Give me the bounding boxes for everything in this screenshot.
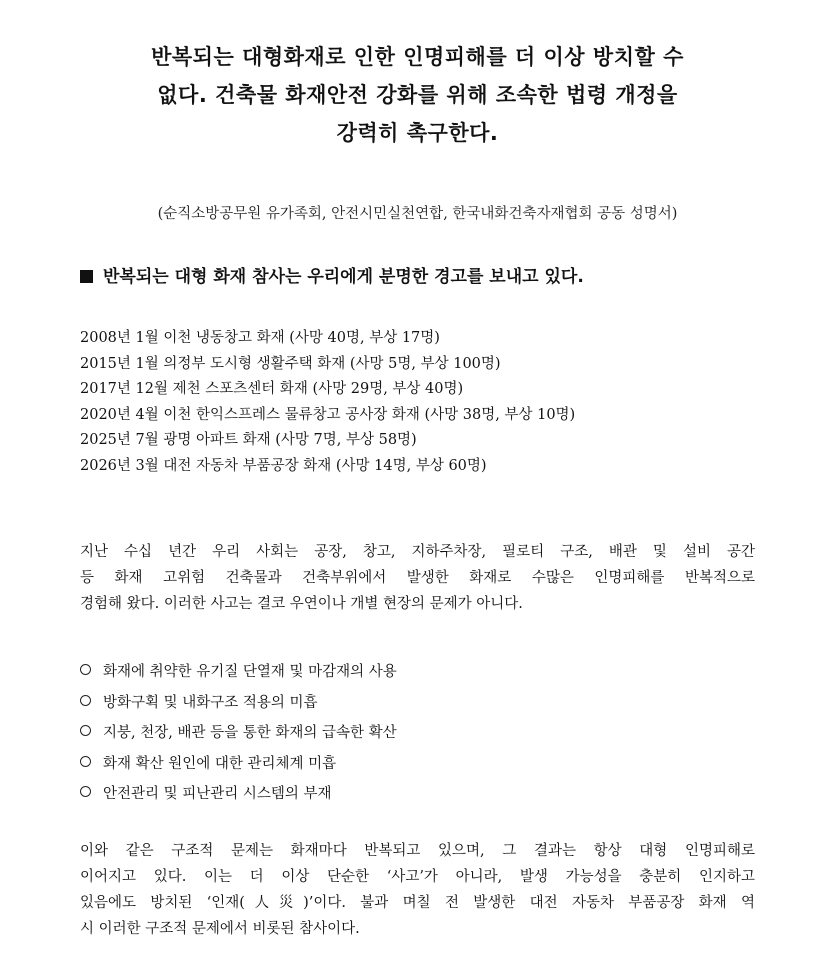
title-line: 반복되는 대형화재로 인한 인명피해를 더 이상 방치할 수	[151, 45, 684, 69]
incident-list	[80, 326, 575, 480]
paragraph-line: 시 이러한 구조적 문제에서 비롯된 참사이다.	[80, 921, 360, 937]
circle-bullet-icon	[80, 725, 91, 736]
list-item-text: 방화구획 및 내화구조 적용의 미흡	[103, 694, 318, 711]
incident-item: 2015년 1월 의정부 도시형 생활주택 화재 (사망 5명, 부상 100명)	[80, 355, 501, 372]
circle-bullet-icon	[80, 756, 91, 767]
title-line: 강력히 촉구한다.	[336, 121, 499, 145]
list-item-text: 화재 확산 원인에 대한 관리체계 미흡	[103, 755, 337, 772]
circle-bullet-icon	[80, 664, 91, 675]
list-item	[80, 779, 397, 810]
list-item	[80, 688, 397, 719]
list-item-text: 안전관리 및 피난관리 시스템의 부재	[103, 786, 332, 802]
list-item-text: 지붕, 천장, 배관 등을 통한 화재의 급속한 확산	[103, 725, 397, 741]
list-item-text: 화재에 취약한 유기질 단열재 및 마감재의 사용	[103, 664, 397, 680]
title-line: 없다. 건축물 화재안전 강화를 위해 조속한 법령 개정을	[157, 83, 678, 107]
incident-item: 2025년 7월 광명 아파트 화재 (사망 7명, 부상 58명)	[80, 432, 417, 449]
paragraph-line: 이어지고 있다. 이는 더 이상 단순한 ‘사고’가 아니라, 발생 가능성을 충분히 인지하고	[80, 869, 755, 885]
section-heading-text: 반복되는 대형 화재 참사는 우리에게 분명한 경고를 보내고 있다.	[103, 267, 584, 287]
paragraph-line: 이와 같은 구조적 문제는 화재마다 반복되고 있으며, 그 결과는 항상 대형 인명피해로	[80, 843, 755, 859]
paragraph-2	[80, 838, 755, 942]
circle-bullet-icon	[80, 695, 91, 706]
document-title	[80, 38, 755, 152]
paragraph-1	[80, 539, 755, 617]
black-square-icon	[80, 270, 93, 283]
paragraph-line: 경험해 왔다. 이러한 사고는 결코 우연이나 개별 현장의 문제가 아니다.	[80, 596, 523, 612]
incident-item: 2017년 12월 제천 스포츠센터 화재 (사망 29명, 부상 40명)	[80, 381, 464, 398]
list-item	[80, 749, 397, 780]
section-heading	[80, 262, 584, 287]
cause-list	[80, 657, 397, 810]
document-subtitle: (순직소방공무원 유가족회, 안전시민실천연합, 한국내화건축자재협회 공동 성명서)	[157, 206, 678, 222]
circle-bullet-icon	[80, 786, 91, 797]
paragraph-line: 지난 수십 년간 우리 사회는 공장, 창고, 지하주차장, 필로티 구조, 배관 및 설비 공간	[80, 544, 755, 560]
list-item	[80, 718, 397, 749]
paragraph-line: 등 화재 고위험 건축물과 건축부위에서 발생한 화재로 수많은 인명피해를 반복적으로	[80, 570, 755, 586]
incident-item: 2026년 3월 대전 자동차 부품공장 화재 (사망 14명, 부상 60명)	[80, 457, 487, 474]
incident-item: 2020년 4월 이천 한익스프레스 물류창고 공사장 화재 (사망 38명, 부상 10명)	[80, 406, 576, 423]
paragraph-line: 있음에도 방치된 ‘인재(人災)’이다. 불과 며칠 전 발생한 대전 자동차 부품공장 화재 역	[80, 895, 755, 911]
incident-item: 2008년 1월 이천 냉동창고 화재 (사망 40명, 부상 17명)	[80, 330, 440, 346]
list-item	[80, 657, 397, 688]
